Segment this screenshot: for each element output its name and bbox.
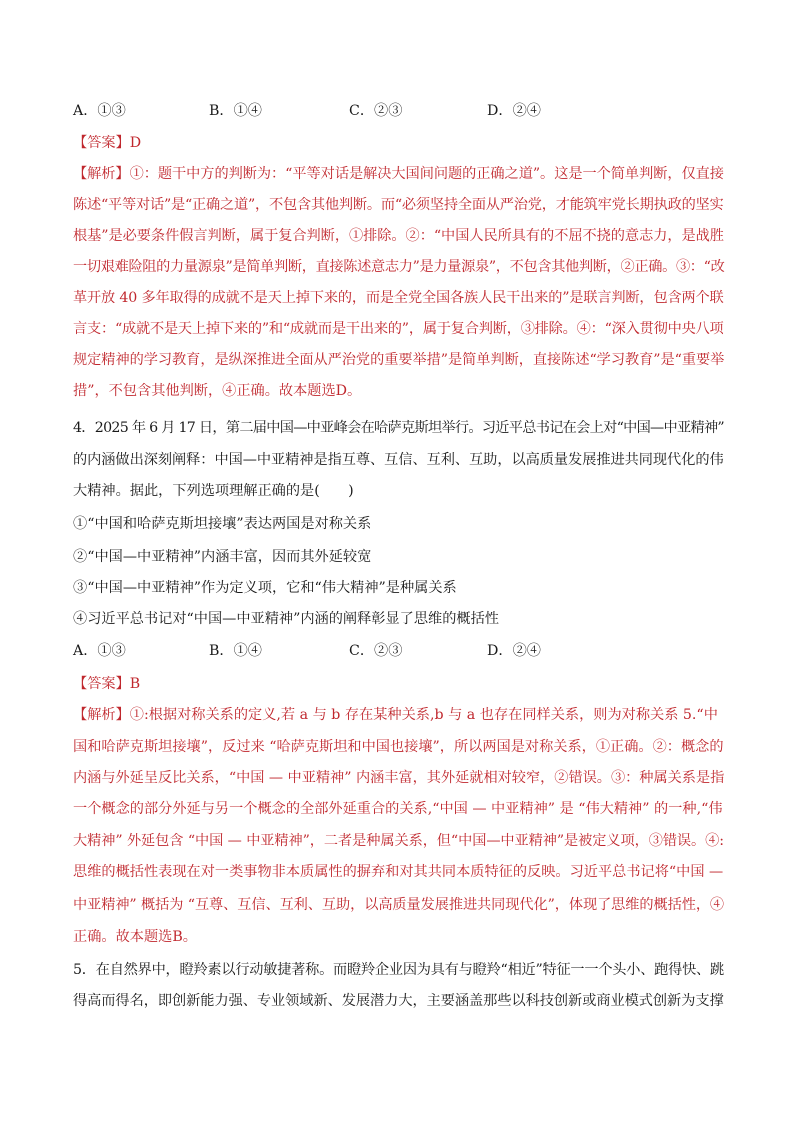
- q3-analysis-line: 陈述“平等对话”是“正确之道”，不包含其他判断。而“必须坚持全面从严治党，才能筑牢党长期执政的坚实: [73, 197, 724, 213]
- q4-analysis-line: 思维的概括性表现在对一类事物非本质属性的摒弃和对其共同本质特征的反映。习近平总书记将“中国 —: [73, 864, 724, 880]
- q4-analysis-line: 国和哈萨克斯坦接壤”，反过来 “哈萨克斯坦和中国也接壤”，所以两国是对称关系，①正确。②：概念的: [73, 739, 724, 755]
- q3-analysis-line: 规定精神的学习教育，是纵深推进全面从严治党的重要举措”是简单判断，直接陈述“学习教育”是“重要举: [73, 352, 725, 368]
- q3-analysis-line: 根基”是必要条件假言判断，属于复合判断，①排除。②：“中国人民所具有的不屈不挠的意志力，是战胜: [73, 228, 724, 244]
- q3-option-a: A．①③: [73, 103, 126, 119]
- q4-option-c: C．②③: [349, 643, 403, 659]
- q4-analysis-line: 正确。故本题选B。: [73, 929, 197, 945]
- q4-statement: ②“中国—中亚精神”内涵丰富，因而其外延较宽: [73, 549, 372, 565]
- q4-option-d: D．②④: [487, 643, 541, 659]
- q3-option-b: B．①④: [209, 103, 262, 119]
- q4-option-b: B．①④: [209, 643, 262, 659]
- q3-answer: 【答案】D: [73, 135, 142, 151]
- q4-statement: ④习近平总书记对“中国—中亚精神”内涵的阐释彰显了思维的概括性: [73, 611, 499, 627]
- q4-analysis-line: 一个概念的部分外延与另一个概念的全部外延重合的关系,“中国 — 中亚精神” 是 “伟大精神” 的一种,“伟: [73, 801, 723, 817]
- q4-analysis-line: 【解析】①:根据对称关系的定义,若 a 与 b 存在某种关系,b 与 a 也存在同样关系，则为对称关系 5.“中: [73, 707, 718, 723]
- q3-analysis-line: 【解析】①：题干中方的判断为：“平等对话是解决大国间问题的正确之道”。这是一个简单判断，仅直接: [73, 166, 724, 182]
- q3-analysis-line: 革开放 40 多年取得的成就不是天上掉下来的，而是全党全国各族人民干出来的”是联言判断，包含两个联: [73, 290, 724, 306]
- q4-answer: 【答案】B: [73, 676, 141, 692]
- q3-analysis-line: 一切艰难险阻的力量源泉”是简单判断，直接陈述意志力”是力量源泉”，不包含其他判断，②正确。③：“改: [73, 259, 725, 275]
- q4-stem-line: 大精神。据此，下列选项理解正确的是( ): [73, 483, 354, 499]
- q4-analysis-line: 中亚精神” 概括为 “互尊、互信、互利、互助，以高质量发展推进共同现代化”，体现了思维的概括性，④: [73, 897, 725, 913]
- q5-stem-line: 5．在自然界中，瞪羚素以行动敏捷著称。而瞪羚企业因为具有与瞪羚“相近”特征一一个头小、跑得快、跳: [73, 962, 724, 978]
- q4-analysis-line: 大精神” 外延包含 “中国 — 中亚精神”，二者是种属关系，但“中国—中亚精神”是被定义项，③错误。④:: [73, 833, 724, 849]
- q3-option-c: C．②③: [349, 103, 403, 119]
- q4-option-a: A．①③: [73, 643, 126, 659]
- q3-analysis-line: 言支：“成就不是天上掉下来的”和“成就而是干出来的”，属于复合判断，③排除。④：“深入贯彻中央八项: [73, 321, 724, 337]
- q3-analysis-line: 措”，不包含其他判断，④正确。故本题选D。: [73, 383, 362, 399]
- q4-statement: ①“中国和哈萨克斯坦接壤”表达两国是对称关系: [73, 516, 372, 532]
- q4-analysis-line: 内涵与外延呈反比关系，“中国 — 中亚精神” 内涵丰富，其外延就相对较窄，②错误。③：种属关系是指: [73, 770, 725, 786]
- q4-stem-line: 4．2025 年 6 月 17 日，第二届中国—中亚峰会在哈萨克斯坦举行。习近平总书记在会上对“中国—中亚精神”: [73, 420, 724, 436]
- q3-option-d: D．②④: [487, 103, 541, 119]
- q4-stem-line: 的内涵做出深刻阐释：中国—中亚精神是指互尊、互信、互利、互助，以高质量发展推进共同现代化的伟: [73, 452, 724, 468]
- q5-stem-line: 得高而得名，即创新能力强、专业领域新、发展潜力大，主要涵盖那些以科技创新或商业模式创新为支撑: [73, 993, 724, 1009]
- q4-statement: ③“中国—中亚精神”作为定义项，它和“伟大精神”是种属关系: [73, 580, 457, 596]
